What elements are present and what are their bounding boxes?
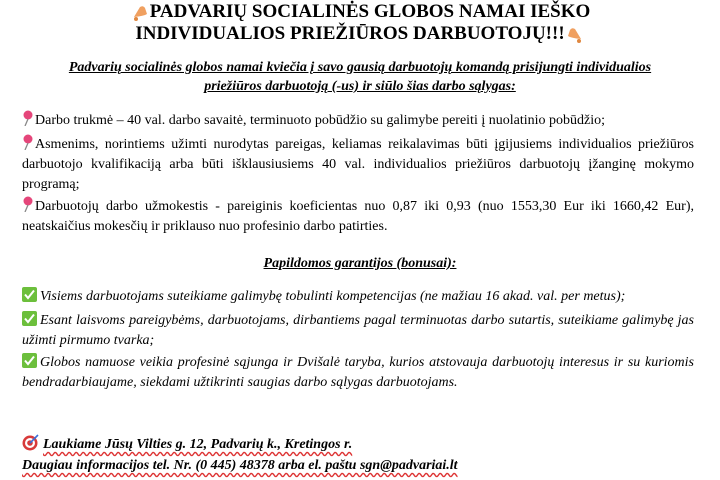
page-title-line-1: [0, 0, 720, 24]
contact-address-text: Laukiame Jūsų Vilties g. 12, Padvarių k., Kretingos r.: [43, 437, 353, 452]
check-mark-icon: [22, 311, 37, 326]
pushpin-icon: [22, 196, 34, 212]
bonus-text: Visiems darbuotojams suteikiame galimybę tobulinti kompetencijas (ne mažiau 16 akad. val. per metus);: [40, 289, 626, 304]
bonus-text: Globos namuose veikia profesinė sąjunga ir Dvišalė taryba, kurios atstovauja darbuotojų interesus ir su kuriomis bendradarbiaujame, siekdami užtikrinti saugias darbo sąlygas darbuotojams.: [22, 355, 694, 390]
condition-text: Asmenims, norintiems užimti nurodytas pareigas, keliamas reikalavimas būti įgijusiems individualios priežiūros darbuotojo kvalifikaciją arba būti išklausiusiems 40 val. individualios priežiūros darbuotojų įžanginę mokymo programą;: [22, 137, 694, 192]
contact-info-text: Daugiau informacijos tel. Nr. (0 445) 48378 arba el. paštu sgn@padvariai.lt: [22, 458, 458, 473]
title-text-2: INDIVIDUALIOS PRIEŽIŪROS DARBUOTOJŲ!!!: [135, 23, 565, 44]
bonus-heading: Papildomos garantijos (bonusai):: [263, 256, 457, 271]
bonus-item: [22, 287, 694, 307]
bell-icon: [565, 26, 585, 44]
bell-icon: [130, 4, 150, 22]
condition-text: Darbuotojų darbo užmokestis - pareiginis koeficientas nuo 0,87 iki 0,93 (nuo 1553,30 Eur iki 1660,42 Eur), neatskaičius mokesčių ir priklauso nuo profesinio darbo patirties.: [22, 199, 694, 234]
pushpin-icon: [22, 134, 34, 150]
contact-address: [22, 434, 352, 455]
bonus-item: [22, 353, 694, 393]
title-text-1: PADVARIŲ SOCIALINĖS GLOBOS NAMAI IEŠKO: [149, 1, 591, 22]
check-mark-icon: [22, 353, 37, 368]
condition-item: [22, 196, 694, 237]
condition-item: [22, 110, 694, 131]
bonus-text: Esant laisvoms pareigybėms, darbuotojams, dirbantiems pagal terminuotas darbo sutartis, suteikiame galimybę jas užimti pirmumo tvarka;: [22, 313, 694, 348]
check-mark-icon: [22, 287, 37, 302]
intro-paragraph: Padvarių socialinės globos namai kviečia į savo gausią darbuotojų komandą prisijungti individualios priežiūros darbuotoją (-us) ir siūlo šias darbo sąlygas:: [68, 60, 652, 94]
page-title-line-2: [0, 22, 720, 46]
condition-text: Darbo trukmė – 40 val. darbo savaitė, terminuoto pobūdžio su galimybe pereiti į nuolatinio pobūdžio;: [35, 113, 605, 128]
condition-item: [22, 134, 694, 195]
pushpin-icon: [22, 110, 34, 126]
bonus-item: [22, 311, 694, 351]
contact-info: [22, 456, 458, 476]
target-icon: [22, 434, 39, 451]
